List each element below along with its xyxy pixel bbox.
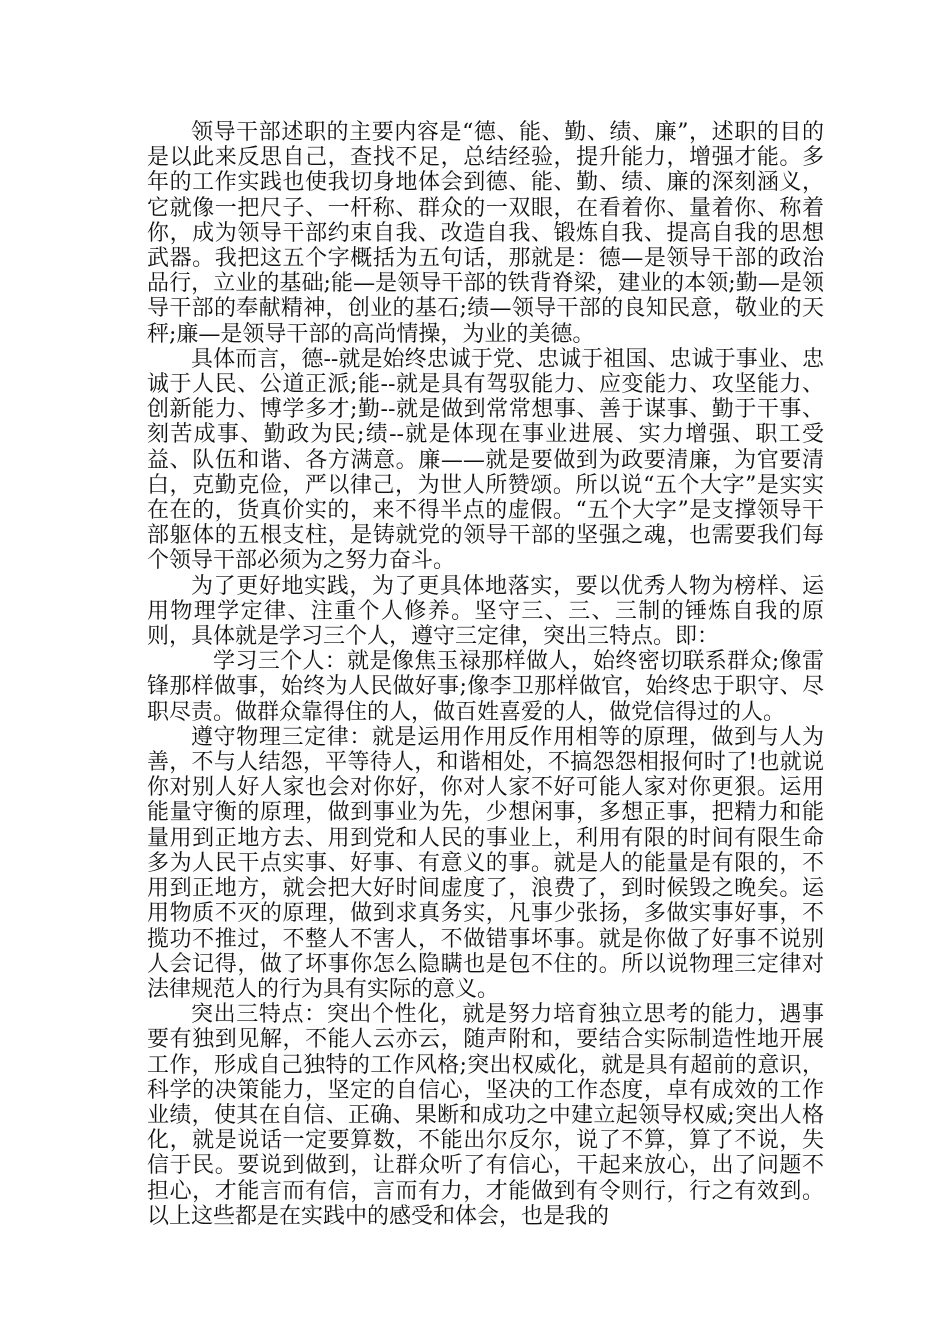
paragraph-three-traits: 突出三特点：突出个性化，就是努力培育独立思考的能力，遇事要有独到见解，不能人云亦云，随声附和，要结合实际制造性地开展工作，形成自己独特的工作风格;突出权威化，就是具有超前的意识，科学的决策能力，坚定的自信心，坚决的工作态度，卓有成效的工作业绩，使其在自信、正确、果断和成功之中建立起领导权威;突出人格化，就是说话一定要算数，不能出尔反尔，说了不算，算了不说，失信于民。要说到做到，让群众听了有信心，干起来放心，出了问题不担心，才能言而有信，言而有力，才能做到有令则行，行之有效到。以上这些都是在实践中的感受和体会，也是我的 xyxy=(147,1002,824,1229)
paragraph-physics-laws: 遵守物理三定律：就是运用作用反作用相等的原理，做到与人为善，不与人结怨，平等待人，和谐相处，不搞怨怨相报何时了!也就说你对别人好人家也会对你好，你对人家不好可能人家对你更狠。运用能量守衡的原理，做到事业为先，少想闲事，多想正事，把精力和能量用到正地方去、用到党和人民的事业上，利用有限的时间有限生命多为人民干点实事、好事、有意义的事。就是人的能量是有限的，不用到正地方，就会把大好时间虚度了，浪费了，到时候毁之晚矣。运用物质不灭的原理，做到求真务实，凡事少张扬，多做实事好事，不揽功不推过，不整人不害人，不做错事坏事。就是你做了好事不说别人会记得，做了坏事你怎么隐瞒也是包不住的。所以说物理三定律对法律规范人的行为具有实际的意义。 xyxy=(147,724,824,1002)
paragraph-three-people: 学习三个人：就是像焦玉禄那样做人，始终密切联系群众;像雷锋那样做事，始终为人民做好事;像李卫那样做官，始终忠于职守、尽职尽责。做群众靠得住的人，做百姓喜爱的人，做党信得过的人。 xyxy=(147,649,824,725)
paragraph-practice: 为了更好地实践，为了更具体地落实，要以优秀人物为榜样、运用物理学定律、注重个人修养。坚守三、三、三制的锤炼自我的原则，具体就是学习三个人，遵守三定律，突出三特点。即： xyxy=(147,573,824,650)
document-body xyxy=(147,120,824,1229)
paragraph-specifics: 具体而言，德--就是始终忠诚于党、忠诚于祖国、忠诚于事业、忠诚于人民、公道正派;能--就是具有驾驭能力、应变能力、攻坚能力、创新能力、博学多才;勤--就是做到常常想事、善于谋事、勤于干事、刻苦成事、勤政为民;绩--就是体现在事业进展、实力增强、职工受益、队伍和谐、各方满意。廉——就是要做到为政要清廉，为官要清白，克勤克俭，严以律己，为世人所赞颂。所以说“五个大字”是实实在在的，货真价实的，来不得半点的虚假。“五个大字”是支撑领导干部躯体的五根支柱，是铸就党的领导干部的坚强之魂，也需要我们每个领导干部必须为之努力奋斗。 xyxy=(147,346,824,574)
paragraph-intro: 领导干部述职的主要内容是“德、能、勤、绩、廉”，述职的目的是以此来反思自己，查找不足，总结经验，提升能力，增强才能。多年的工作实践也使我切身地体会到德、能、勤、绩、廉的深刻涵义，它就像一把尺子、一杆称、群众的一双眼，在看着你、量着你、称着你，成为领导干部约束自我、改造自我、锻炼自我、提高自我的思想武器。我把这五个字概括为五句话，那就是：德—是领导干部的政治品行，立业的基础;能—是领导干部的铁背脊梁，建业的本领;勤—是领导干部的奉献精神，创业的基石;绩—领导干部的良知民意，敬业的天秤;廉—是领导干部的高尚情操，为业的美德。 xyxy=(147,120,824,347)
